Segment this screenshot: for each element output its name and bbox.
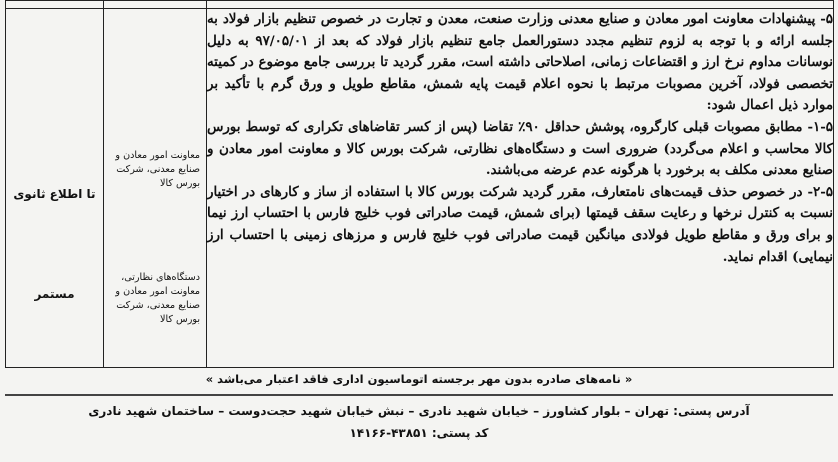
item-5-2-text: ۲-۵- در خصوص حذف قیمت‌های نامتعارف، مقرر گردید شرکت بورس کالا با استفاده از ساز و کارهای در اختیار نسبت به کنترل نرخها و رعایت سقف قیمتها (برای شمش، قیمت صادراتی فوب خلیج فارس با احتساب ارز نیما و برای ورق و مقاطع طویل فولادی میانگین قیمت صادراتی فوب خلیج فارس و مرزهای زمینی با احتساب ارز نیمایی) اقدام نماید. [207,183,833,265]
postal-code: کد پستی: ۴۳۸۵۱-۱۴۱۶۶ [349,426,489,440]
responsible-column [104,9,207,368]
minutes-table [5,0,834,368]
footer-address-block [0,400,838,444]
item-5-description [207,9,834,368]
responsible-5-1: معاونت امور معادن و صنایع معدنی، شرکت بورس کالا [115,150,200,189]
deadline-5-1: تا اطلاع ثانوی [13,187,96,201]
item-5-row [6,9,834,368]
deadline-column [6,9,104,368]
deadline-5-2: مستمر [34,287,75,301]
responsible-5-2: دستگاه‌های نظارتی، معاونت امور معادن و صنایع معدنی، شرکت بورس کالا [115,272,200,325]
footer-divider [5,394,833,396]
item-5-intro: ۵- پیشنهادات معاونت امور معادن و صنایع معدنی وزارت صنعت، معدن و تجارت در خصوص تنظیم بازار فولاد به جلسه ارائه و با توجه به لزوم تنظیم مجدد دستورالعمل جامع تنظیم بازار فولاد که بعد از ۹۷/۰۵/۰۱ به دلیل نوسانات مداوم نرخ ارز و اقتضاعات زمانی، اصلاحاتی داشته است، مقرر گردید تا بررسی جامع موضوع در کمیته تخصصی فولاد، آخرین مصوبات مرتبط با نحوه اعلام قیمت پایه شمش، مقاطع طویل و ورق گرم با تأکید بر موارد ذیل اعمال شود: [207,11,833,114]
item-5-1-text: ۱-۵- مطابق مصوبات قبلی کارگروه، پوشش حداقل ۹۰٪ تقاضا (پس از کسر تقاضاهای تکراری که توسط بورس کالا محاسب و اعلام می‌گردد) ضروری است و دستگاه‌های نظارتی، شرکت بورس کالا و معاونت امور معادن و صنایع معدنی مکلف به برخورد با هرگونه عدم عرضه می‌باشند. [207,118,833,179]
previous-row-edge [6,1,834,9]
validity-note: « نامه‌های صادره بدون مهر برجسته اتوماسیون اداری فاقد اعتبار می‌باشد » [205,372,633,386]
postal-address: آدرس پستی: تهران – بلوار کشاورز – خیابان شهید نادری – نبش خیابان شهید حجت‌دوست – ساختمان شهید نادری [88,404,750,418]
